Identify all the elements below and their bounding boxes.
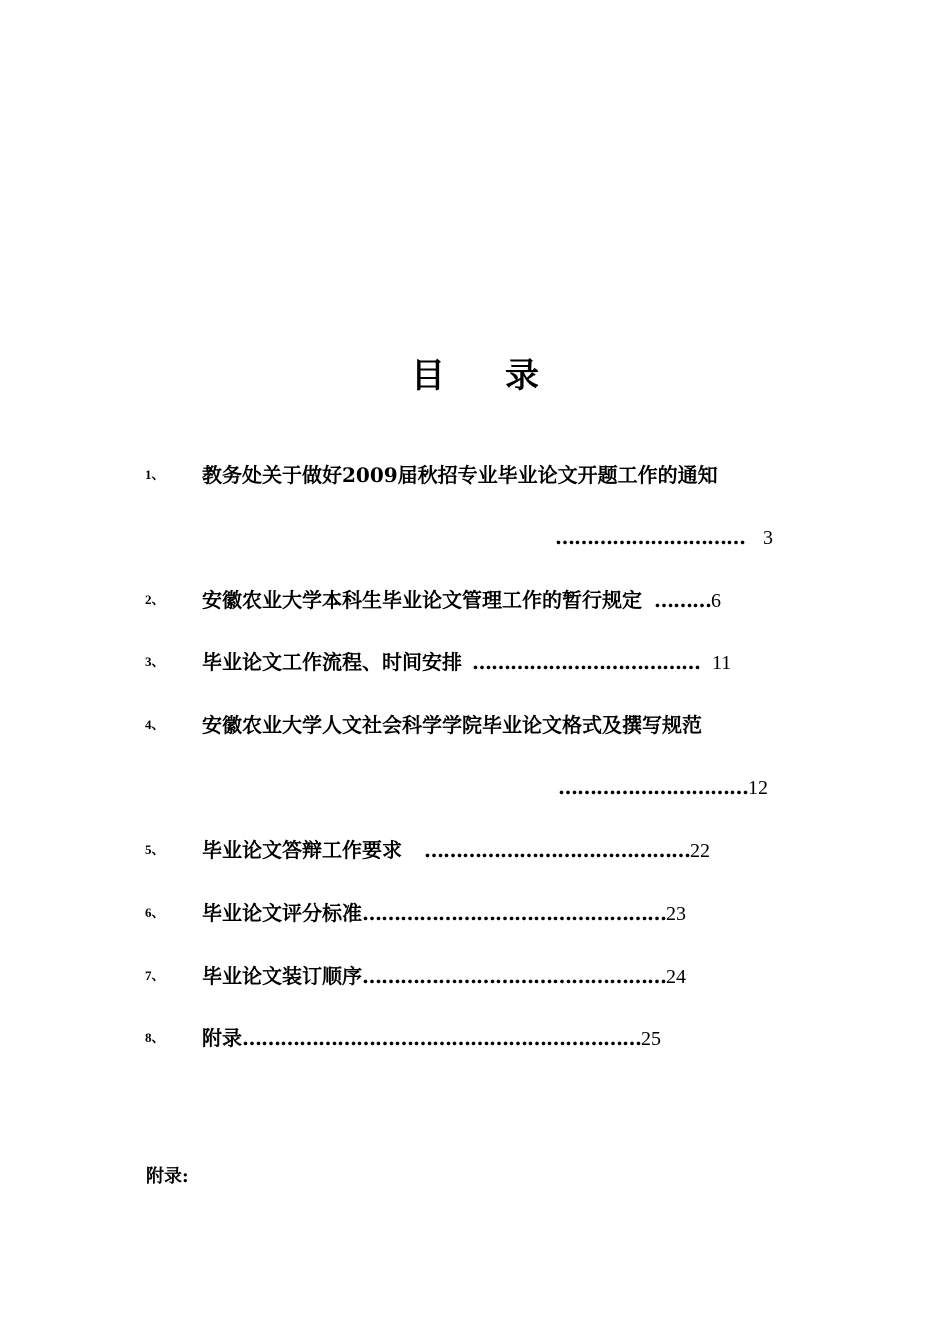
toc-page-number: 24 <box>666 966 686 988</box>
toc-leader: ……………………………… <box>472 650 700 674</box>
toc-number: 4、 <box>145 717 165 732</box>
toc-leader: ………………………………………… <box>362 901 666 925</box>
toc-title: 附录 <box>202 1026 242 1050</box>
toc-number: 7、 <box>145 968 165 983</box>
toc-page-number: 23 <box>666 903 686 925</box>
toc-entry[interactable] <box>0 833 950 867</box>
toc-page-number: 3 <box>763 527 773 549</box>
toc-leader: ……………………………………………………… <box>242 1026 641 1050</box>
toc-entry[interactable] <box>0 583 950 617</box>
toc-title: 毕业论文评分标准 <box>202 901 362 925</box>
toc-title: 毕业论文答辩工作要求 <box>202 838 402 862</box>
page-title <box>0 352 950 400</box>
toc-leader: ………………………………………… <box>362 964 666 988</box>
toc-entry-continuation <box>0 770 950 804</box>
toc-title: 安徽农业大学本科生毕业论文管理工作的暂行规定 <box>202 588 642 612</box>
toc-number: 1、 <box>145 467 165 482</box>
toc-number: 3、 <box>145 654 165 669</box>
toc-leader: ………………………… <box>555 525 745 549</box>
toc-page-number: 12 <box>748 777 768 799</box>
toc-entry-continuation <box>0 520 950 554</box>
title-char-2: 录 <box>505 356 539 396</box>
toc-entry[interactable] <box>0 458 950 492</box>
toc-entry[interactable] <box>0 896 950 930</box>
toc-page-number: 6 <box>711 590 721 612</box>
toc-number: 6、 <box>145 905 165 920</box>
toc-title: 教务处关于做好2009届秋招专业毕业论文开题工作的通知 <box>202 463 718 487</box>
toc-title: 毕业论文工作流程、时间安排 <box>202 650 462 674</box>
title-char-1: 目 <box>411 356 445 396</box>
toc-entry[interactable] <box>0 1021 950 1055</box>
appendix-heading: 附录: <box>146 1166 189 1187</box>
toc-page-number: 25 <box>641 1028 661 1050</box>
toc-number: 8、 <box>145 1030 165 1045</box>
toc-leader: ………………………… <box>558 775 748 799</box>
toc-title: 毕业论文装订顺序 <box>202 964 362 988</box>
toc-entry[interactable] <box>0 645 950 679</box>
toc-entry[interactable] <box>0 708 950 742</box>
toc-entry[interactable] <box>0 959 950 993</box>
toc-leader: …………………………………… <box>424 838 690 862</box>
toc-number: 5、 <box>145 842 165 857</box>
toc-number: 2、 <box>145 592 165 607</box>
toc-page-number: 22 <box>690 840 710 862</box>
toc-page-number: 11 <box>712 652 732 674</box>
toc-leader: ……… <box>654 588 711 612</box>
toc-title: 安徽农业大学人文社会科学学院毕业论文格式及撰写规范 <box>202 713 702 737</box>
